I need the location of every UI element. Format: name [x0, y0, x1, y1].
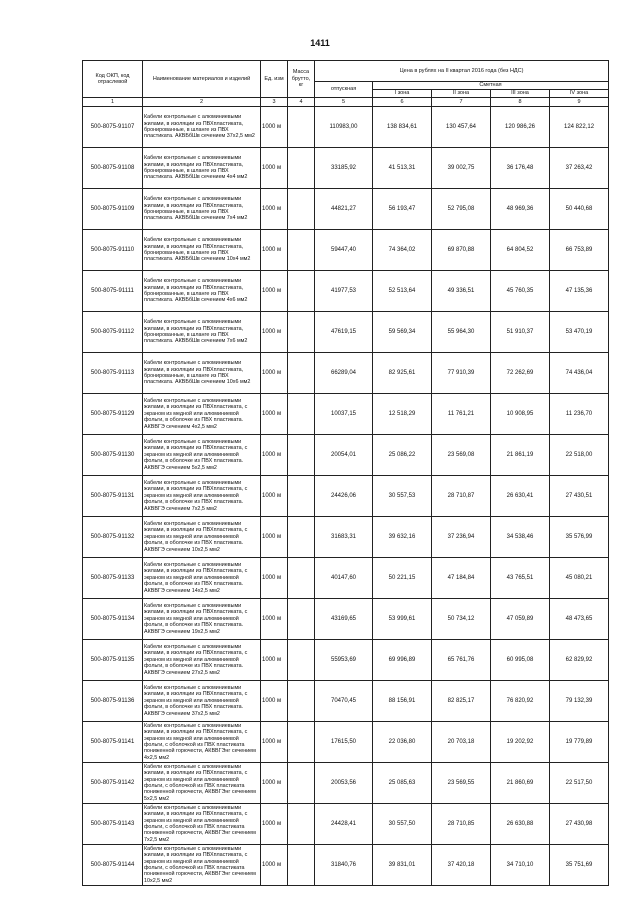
header-zone-2: II зона [432, 90, 491, 98]
unit-cell: 1000 м [261, 558, 288, 599]
otpusk-price-cell: 31683,31 [315, 517, 373, 558]
zone-3-price-cell: 19 202,92 [491, 722, 550, 763]
header-zone-3: III зона [491, 90, 550, 98]
zone-3-price-cell: 76 820,92 [491, 681, 550, 722]
mass-cell [288, 230, 315, 271]
zone-2-price-cell: 39 002,75 [432, 148, 491, 189]
table-row [83, 517, 609, 558]
zone-3-price-cell: 72 262,69 [491, 353, 550, 394]
zone-1-price-cell: 39 632,16 [373, 517, 432, 558]
table-row [83, 763, 609, 804]
zone-4-price-cell: 11 236,70 [550, 394, 609, 435]
zone-4-price-cell: 50 440,68 [550, 189, 609, 230]
mass-cell [288, 640, 315, 681]
header-name: Наименование материалов и изделий [143, 61, 261, 98]
zone-4-price-cell: 35 751,69 [550, 845, 609, 886]
name-cell: Кабели контрольные с алюминиевыми жилами, в изоляции из ПВХпластиката, с экраном из медной или алюминиевой фольги, в оболочке из ПВХ пластиката. АКВВГЭ сечением 4х2,5 мм2 [143, 394, 261, 435]
mass-cell [288, 804, 315, 845]
code-cell: 500-8075-91112 [83, 312, 143, 353]
code-cell: 500-8075-91110 [83, 230, 143, 271]
otpusk-price-cell: 44821,27 [315, 189, 373, 230]
name-cell: Кабели контрольные с алюминиевыми жилами, в изоляции из ПВХпластиката, с экраном из медной или алюминиевой фольги, в оболочке из ПВХ пластиката. АКВВГЭ сечением 19х2,5 мм2 [143, 599, 261, 640]
name-cell: Кабели контрольные с алюминиевыми жилами, в изоляции из ПВХпластиката, с экраном из медной или алюминиевой фольги, с оболочкой из ПВХ пластиката пониженной горючести, АКВВГЭнг сечением 5х2,5 мм2 [143, 763, 261, 804]
zone-1-price-cell: 69 996,89 [373, 640, 432, 681]
zone-1-price-cell: 88 156,91 [373, 681, 432, 722]
zone-1-price-cell: 74 364,02 [373, 230, 432, 271]
code-cell: 500-8075-91132 [83, 517, 143, 558]
name-cell: Кабели контрольные с алюминиевыми жилами, в изоляции из ПВХпластиката, с экраном из медной или алюминиевой фольги, с оболочкой из ПВХ пластиката пониженной горючести, АКВВГЭнг сечением 4х2,5 мм2 [143, 722, 261, 763]
mass-cell [288, 189, 315, 230]
zone-2-price-cell: 49 336,51 [432, 271, 491, 312]
zone-4-price-cell: 35 576,99 [550, 517, 609, 558]
table-row [83, 558, 609, 599]
otpusk-price-cell: 40147,60 [315, 558, 373, 599]
header-code: Код ОКП, код отраслевой [83, 61, 143, 98]
otpusk-price-cell: 24428,41 [315, 804, 373, 845]
zone-1-price-cell: 12 518,29 [373, 394, 432, 435]
zone-3-price-cell: 36 176,48 [491, 148, 550, 189]
otpusk-price-cell: 55953,69 [315, 640, 373, 681]
header-otpusk: отпускная [315, 82, 373, 98]
otpusk-price-cell: 10037,15 [315, 394, 373, 435]
header-row-1 [83, 61, 609, 82]
zone-1-price-cell: 22 036,80 [373, 722, 432, 763]
code-cell: 500-8075-91133 [83, 558, 143, 599]
zone-3-price-cell: 10 908,95 [491, 394, 550, 435]
zone-3-price-cell: 21 860,69 [491, 763, 550, 804]
zone-3-price-cell: 43 765,51 [491, 558, 550, 599]
mass-cell [288, 107, 315, 148]
zone-4-price-cell: 22 518,00 [550, 435, 609, 476]
header-zone-1: I зона [373, 90, 432, 98]
zone-1-price-cell: 30 557,53 [373, 476, 432, 517]
zone-4-price-cell: 48 473,65 [550, 599, 609, 640]
column-number: 7 [432, 98, 491, 107]
code-cell: 500-8075-91108 [83, 148, 143, 189]
table-row [83, 476, 609, 517]
mass-cell [288, 394, 315, 435]
header-price-group: Цена в рублях на II квартал 2016 года (без НДС) [315, 61, 609, 82]
mass-cell [288, 599, 315, 640]
zone-1-price-cell: 39 831,01 [373, 845, 432, 886]
code-cell: 500-8075-91131 [83, 476, 143, 517]
code-cell: 500-8075-91109 [83, 189, 143, 230]
name-cell: Кабели контрольные с алюминиевыми жилами, в изоляции из ПВХпластиката, бронированные, в шланге из ПВХ пластиката. АКВБбШв сечением 7х6 мм2 [143, 312, 261, 353]
zone-4-price-cell: 53 470,19 [550, 312, 609, 353]
name-cell: Кабели контрольные с алюминиевыми жилами, в изоляции из ПВХпластиката, бронированные, в шланге из ПВХ пластиката. АКВБбШв сечением 10х4 мм2 [143, 230, 261, 271]
name-cell: Кабели контрольные с алюминиевыми жилами, в изоляции из ПВХпластиката, бронированные, в шланге из ПВХ пластиката. АКВБбШв сечением 7х4 мм2 [143, 189, 261, 230]
table-row [83, 189, 609, 230]
name-cell: Кабели контрольные с алюминиевыми жилами, в изоляции из ПВХпластиката, бронированные, в шланге из ПВХ пластиката. АКВБбШв сечением 10х6 мм2 [143, 353, 261, 394]
table-row [83, 271, 609, 312]
column-number: 5 [315, 98, 373, 107]
zone-2-price-cell: 65 761,76 [432, 640, 491, 681]
zone-1-price-cell: 59 569,34 [373, 312, 432, 353]
name-cell: Кабели контрольные с алюминиевыми жилами, в изоляции из ПВХпластиката, с экраном из медной или алюминиевой фольги, в оболочке из ПВХ пластиката. АКВВГЭ сечением 10х2,5 мм2 [143, 517, 261, 558]
column-number: 4 [288, 98, 315, 107]
column-number: 8 [491, 98, 550, 107]
zone-3-price-cell: 48 969,36 [491, 189, 550, 230]
zone-2-price-cell: 47 184,84 [432, 558, 491, 599]
unit-cell: 1000 м [261, 189, 288, 230]
zone-4-price-cell: 45 080,21 [550, 558, 609, 599]
zone-3-price-cell: 64 804,52 [491, 230, 550, 271]
name-cell: Кабели контрольные с алюминиевыми жилами, в изоляции из ПВХпластиката, с экраном из медной или алюминиевой фольги, в оболочке из ПВХ пластиката. АКВВГЭ сечением 14х2,5 мм2 [143, 558, 261, 599]
code-cell: 500-8075-91135 [83, 640, 143, 681]
header-unit: Ед. изм [261, 61, 288, 98]
otpusk-price-cell: 59447,40 [315, 230, 373, 271]
zone-3-price-cell: 26 630,88 [491, 804, 550, 845]
unit-cell: 1000 м [261, 230, 288, 271]
otpusk-price-cell: 47619,15 [315, 312, 373, 353]
table-row [83, 107, 609, 148]
table-row [83, 353, 609, 394]
name-cell: Кабели контрольные с алюминиевыми жилами, в изоляции из ПВХпластиката, бронированные, в шланге из ПВХ пластиката. АКВБбШв сечением 4х6 мм2 [143, 271, 261, 312]
name-cell: Кабели контрольные с алюминиевыми жилами, в изоляции из ПВХпластиката, с экраном из медной или алюминиевой фольги, с оболочкой из ПВХ пластиката пониженной горючести, АКВВГЭнг сечением 7х2,5 мм2 [143, 804, 261, 845]
otpusk-price-cell: 20053,56 [315, 763, 373, 804]
code-cell: 500-8075-91142 [83, 763, 143, 804]
header-smetnaya: Сметная [373, 82, 609, 90]
otpusk-price-cell: 41977,53 [315, 271, 373, 312]
zone-2-price-cell: 130 457,64 [432, 107, 491, 148]
table-row [83, 722, 609, 763]
zone-2-price-cell: 77 910,39 [432, 353, 491, 394]
table-row [83, 148, 609, 189]
zone-2-price-cell: 50 734,12 [432, 599, 491, 640]
otpusk-price-cell: 66289,04 [315, 353, 373, 394]
zone-2-price-cell: 23 569,08 [432, 435, 491, 476]
column-number: 3 [261, 98, 288, 107]
zone-2-price-cell: 55 964,30 [432, 312, 491, 353]
otpusk-price-cell: 17615,50 [315, 722, 373, 763]
zone-1-price-cell: 41 513,31 [373, 148, 432, 189]
page-number: 1411 [310, 38, 330, 48]
code-cell: 500-8075-91136 [83, 681, 143, 722]
zone-1-price-cell: 53 999,61 [373, 599, 432, 640]
zone-3-price-cell: 51 910,37 [491, 312, 550, 353]
code-cell: 500-8075-91113 [83, 353, 143, 394]
table-row [83, 312, 609, 353]
zone-1-price-cell: 30 557,50 [373, 804, 432, 845]
name-cell: Кабели контрольные с алюминиевыми жилами, в изоляции из ПВХпластиката, с экраном из медной или алюминиевой фольги, в оболочке из ПВХ пластиката. АКВВГЭ сечением 5х2,5 мм2 [143, 435, 261, 476]
mass-cell [288, 476, 315, 517]
unit-cell: 1000 м [261, 148, 288, 189]
column-number: 9 [550, 98, 609, 107]
zone-3-price-cell: 21 861,19 [491, 435, 550, 476]
otpusk-price-cell: 33185,92 [315, 148, 373, 189]
mass-cell [288, 148, 315, 189]
mass-cell [288, 517, 315, 558]
zone-3-price-cell: 26 630,41 [491, 476, 550, 517]
table-row [83, 230, 609, 271]
table-row [83, 435, 609, 476]
zone-3-price-cell: 34 538,46 [491, 517, 550, 558]
name-cell: Кабели контрольные с алюминиевыми жилами, в изоляции из ПВХпластиката, с экраном из медной или алюминиевой фольги, в оболочке из ПВХ пластиката. АКВВГЭ сечением 37х2,5 мм2 [143, 681, 261, 722]
zone-4-price-cell: 79 132,39 [550, 681, 609, 722]
mass-cell [288, 763, 315, 804]
code-cell: 500-8075-91107 [83, 107, 143, 148]
mass-cell [288, 435, 315, 476]
unit-cell: 1000 м [261, 763, 288, 804]
zone-4-price-cell: 47 135,36 [550, 271, 609, 312]
otpusk-price-cell: 20054,01 [315, 435, 373, 476]
zone-3-price-cell: 45 760,35 [491, 271, 550, 312]
code-cell: 500-8075-91134 [83, 599, 143, 640]
mass-cell [288, 312, 315, 353]
unit-cell: 1000 м [261, 681, 288, 722]
zone-2-price-cell: 52 795,08 [432, 189, 491, 230]
code-cell: 500-8075-91143 [83, 804, 143, 845]
zone-1-price-cell: 52 513,64 [373, 271, 432, 312]
mass-cell [288, 558, 315, 599]
zone-4-price-cell: 74 436,04 [550, 353, 609, 394]
zone-4-price-cell: 66 753,89 [550, 230, 609, 271]
zone-2-price-cell: 37 236,94 [432, 517, 491, 558]
zone-2-price-cell: 20 703,18 [432, 722, 491, 763]
code-cell: 500-8075-91130 [83, 435, 143, 476]
column-number: 1 [83, 98, 143, 107]
unit-cell: 1000 м [261, 599, 288, 640]
unit-cell: 1000 м [261, 312, 288, 353]
zone-2-price-cell: 11 761,21 [432, 394, 491, 435]
header-zone-4: IV зона [550, 90, 609, 98]
code-cell: 500-8075-91144 [83, 845, 143, 886]
unit-cell: 1000 м [261, 722, 288, 763]
zone-1-price-cell: 25 085,63 [373, 763, 432, 804]
table-row [83, 394, 609, 435]
header-mass: Масса брутто, кг [288, 61, 315, 98]
zone-4-price-cell: 27 430,51 [550, 476, 609, 517]
column-number: 6 [373, 98, 432, 107]
zone-1-price-cell: 56 193,47 [373, 189, 432, 230]
unit-cell: 1000 м [261, 394, 288, 435]
zone-4-price-cell: 37 263,42 [550, 148, 609, 189]
price-table [82, 60, 609, 886]
zone-3-price-cell: 60 995,08 [491, 640, 550, 681]
zone-3-price-cell: 47 059,89 [491, 599, 550, 640]
otpusk-price-cell: 24426,06 [315, 476, 373, 517]
table-row [83, 599, 609, 640]
unit-cell: 1000 м [261, 435, 288, 476]
zone-2-price-cell: 69 870,88 [432, 230, 491, 271]
zone-1-price-cell: 82 925,61 [373, 353, 432, 394]
mass-cell [288, 353, 315, 394]
name-cell: Кабели контрольные с алюминиевыми жилами, в изоляции из ПВХпластиката, бронированные, в шланге из ПВХ пластиката. АКВБбШв сечением 4х4 мм2 [143, 148, 261, 189]
zone-2-price-cell: 82 825,17 [432, 681, 491, 722]
table-row [83, 681, 609, 722]
zone-2-price-cell: 28 710,85 [432, 804, 491, 845]
mass-cell [288, 681, 315, 722]
otpusk-price-cell: 31840,76 [315, 845, 373, 886]
mass-cell [288, 722, 315, 763]
otpusk-price-cell: 43169,65 [315, 599, 373, 640]
name-cell: Кабели контрольные с алюминиевыми жилами, в изоляции из ПВХпластиката, с экраном из медной или алюминиевой фольги, с оболочкой из ПВХ пластиката пониженной горючести, АКВВГЭнг сечением 10х2,5 мм2 [143, 845, 261, 886]
unit-cell: 1000 м [261, 845, 288, 886]
zone-4-price-cell: 27 430,98 [550, 804, 609, 845]
unit-cell: 1000 м [261, 517, 288, 558]
zone-1-price-cell: 50 221,15 [373, 558, 432, 599]
code-cell: 500-8075-91129 [83, 394, 143, 435]
column-number-row [83, 98, 609, 107]
code-cell: 500-8075-91111 [83, 271, 143, 312]
zone-3-price-cell: 120 986,26 [491, 107, 550, 148]
unit-cell: 1000 м [261, 107, 288, 148]
zone-2-price-cell: 37 420,18 [432, 845, 491, 886]
name-cell: Кабели контрольные с алюминиевыми жилами, в изоляции из ПВХпластиката, с экраном из медной или алюминиевой фольги, в оболочке из ПВХ пластиката. АКВВГЭ сечением 7х2,5 мм2 [143, 476, 261, 517]
unit-cell: 1000 м [261, 640, 288, 681]
unit-cell: 1000 м [261, 353, 288, 394]
unit-cell: 1000 м [261, 476, 288, 517]
zone-4-price-cell: 124 822,12 [550, 107, 609, 148]
otpusk-price-cell: 110983,00 [315, 107, 373, 148]
unit-cell: 1000 м [261, 804, 288, 845]
zone-4-price-cell: 62 829,92 [550, 640, 609, 681]
zone-4-price-cell: 22 517,50 [550, 763, 609, 804]
unit-cell: 1000 м [261, 271, 288, 312]
zone-1-price-cell: 138 834,61 [373, 107, 432, 148]
otpusk-price-cell: 70470,45 [315, 681, 373, 722]
name-cell: Кабели контрольные с алюминиевыми жилами, в изоляции из ПВХпластиката, с экраном из медной или алюминиевой фольги, в оболочке из ПВХ пластиката. АКВВГЭ сечением 27х2,5 мм2 [143, 640, 261, 681]
code-cell: 500-8075-91141 [83, 722, 143, 763]
table-row [83, 804, 609, 845]
table-body [83, 107, 609, 886]
zone-4-price-cell: 19 779,89 [550, 722, 609, 763]
zone-1-price-cell: 25 086,22 [373, 435, 432, 476]
zone-2-price-cell: 23 569,55 [432, 763, 491, 804]
zone-3-price-cell: 34 710,10 [491, 845, 550, 886]
table-row [83, 640, 609, 681]
zone-2-price-cell: 28 710,87 [432, 476, 491, 517]
mass-cell [288, 845, 315, 886]
name-cell: Кабели контрольные с алюминиевыми жилами, в изоляции из ПВХпластиката, бронированные, в шланге из ПВХ пластиката. АКВБбШв сечением 37х2,5 мм2 [143, 107, 261, 148]
table-row [83, 845, 609, 886]
mass-cell [288, 271, 315, 312]
column-number: 2 [143, 98, 261, 107]
